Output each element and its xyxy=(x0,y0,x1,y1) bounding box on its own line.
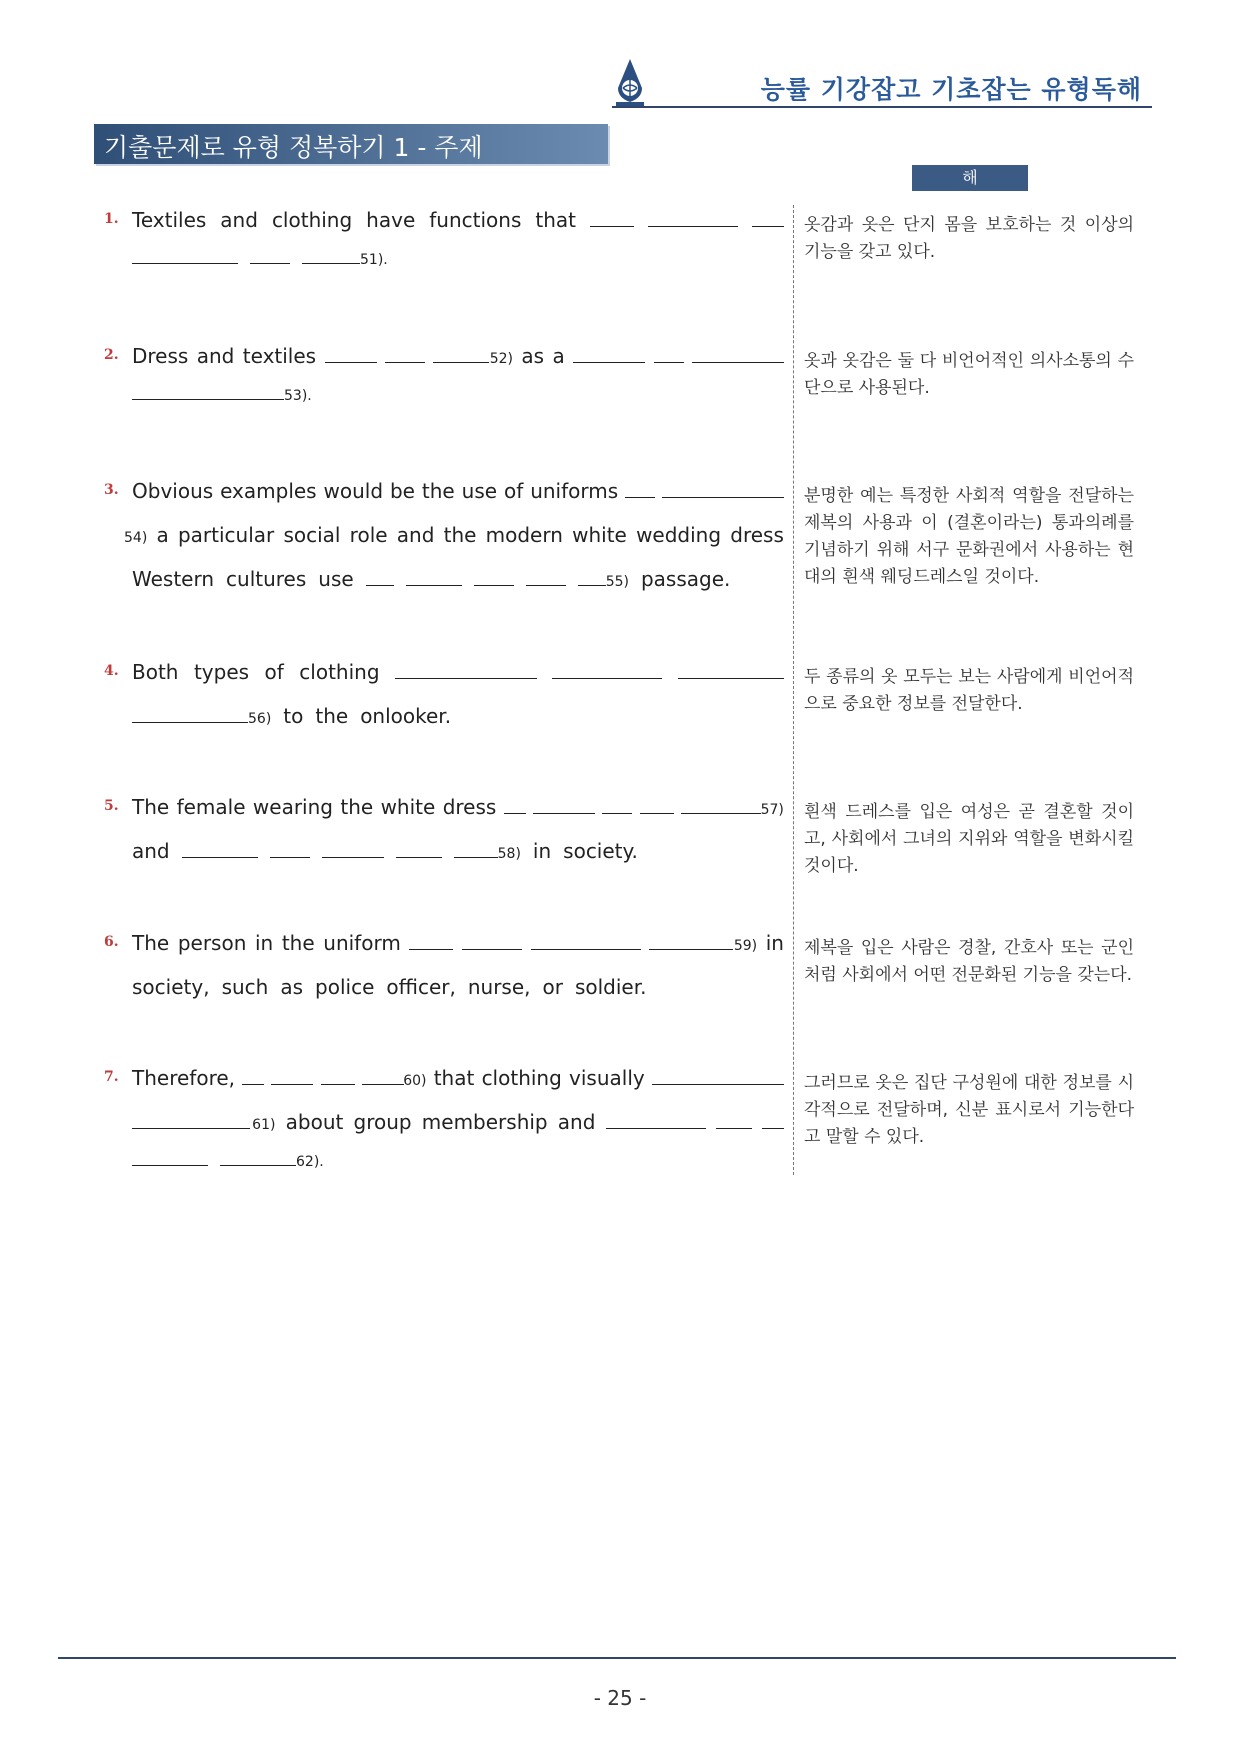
footnote-marker: 51). xyxy=(360,252,388,268)
word: the xyxy=(421,479,455,503)
page-number: - 25 - xyxy=(593,1686,647,1710)
answer-blank[interactable] xyxy=(271,1083,313,1085)
footnote-marker: 59) xyxy=(733,938,758,954)
fountain-pen-nib-icon xyxy=(612,58,648,108)
question-number: 5. xyxy=(104,798,119,814)
question-line xyxy=(132,931,784,975)
footnote-marker: 53). xyxy=(284,388,312,404)
word: wearing xyxy=(252,795,333,819)
translation-text: 두 종류의 옷 모두는 보는 사람에게 비언어적으로 중요한 정보를 전달한다. xyxy=(804,667,1134,714)
answer-blank[interactable] xyxy=(474,584,514,586)
word: dress xyxy=(730,523,784,547)
word: particular xyxy=(177,523,275,547)
answer-blank[interactable] xyxy=(396,856,442,858)
word: and xyxy=(557,1110,596,1134)
answer-blank[interactable] xyxy=(385,361,425,363)
answer-blank[interactable] xyxy=(462,948,522,950)
word: uniforms xyxy=(530,479,619,503)
answer-blank[interactable] xyxy=(649,948,733,950)
footnote-marker: 54) xyxy=(124,530,148,546)
word: dress xyxy=(442,795,497,819)
question-number: 7. xyxy=(104,1069,119,1085)
word: would xyxy=(323,479,384,503)
word: the xyxy=(443,523,477,547)
question-line xyxy=(132,388,784,432)
answer-blank[interactable] xyxy=(132,1127,250,1129)
word: functions xyxy=(429,208,522,232)
question-line xyxy=(132,1066,784,1110)
word: and xyxy=(396,523,435,547)
answer-blank[interactable] xyxy=(531,948,641,950)
answer-blank[interactable] xyxy=(362,1083,404,1085)
answer-blank[interactable] xyxy=(321,1083,355,1085)
word: and xyxy=(220,208,258,232)
answer-blank[interactable] xyxy=(526,584,566,586)
word: such xyxy=(221,975,269,999)
word: clothing xyxy=(481,1066,562,1090)
translation-text: 옷감과 옷은 단지 몸을 보호하는 것 이상의 기능을 갖고 있다. xyxy=(804,215,1134,262)
word: or xyxy=(542,975,563,999)
section-banner xyxy=(94,124,608,164)
answer-blank[interactable] xyxy=(504,812,526,814)
question-line xyxy=(132,344,784,388)
word: a xyxy=(552,344,565,368)
answer-blank[interactable] xyxy=(270,856,310,858)
answer-blank[interactable] xyxy=(648,225,738,227)
footnote-marker: 56) xyxy=(248,711,272,727)
question-line xyxy=(132,479,784,523)
word: membership xyxy=(421,1110,548,1134)
question-line xyxy=(132,704,784,748)
word: role xyxy=(349,523,388,547)
word: modern xyxy=(485,523,563,547)
answer-blank[interactable] xyxy=(250,262,290,264)
word: clothing xyxy=(299,660,380,684)
answer-blank[interactable] xyxy=(322,856,384,858)
word: passage. xyxy=(640,567,731,591)
word: nurse, xyxy=(467,975,531,999)
question-line xyxy=(132,975,784,1019)
footer-rule xyxy=(58,1657,1176,1659)
answer-blank[interactable] xyxy=(752,225,784,227)
answer-blank[interactable] xyxy=(302,262,360,264)
word: The xyxy=(132,931,170,955)
word: officer, xyxy=(386,975,456,999)
answer-blank[interactable] xyxy=(406,584,462,586)
word: society, xyxy=(132,975,210,999)
question-line xyxy=(132,839,784,883)
answer-blank[interactable] xyxy=(716,1127,752,1129)
word: be xyxy=(389,479,415,503)
word: police xyxy=(315,975,375,999)
answer-blank[interactable] xyxy=(132,398,284,400)
answer-blank[interactable] xyxy=(132,262,238,264)
answer-blank[interactable] xyxy=(662,496,784,498)
answer-blank[interactable] xyxy=(640,812,674,814)
word: that xyxy=(535,208,576,232)
word: about xyxy=(285,1110,344,1134)
question-line xyxy=(124,523,784,567)
question-line xyxy=(132,252,784,296)
question-line xyxy=(132,660,784,704)
section-title: 기출문제로 유형 정복하기 1 - 주제 xyxy=(104,133,483,162)
word: of xyxy=(503,479,524,503)
question-number: 2. xyxy=(104,347,119,363)
answer-blank[interactable] xyxy=(366,584,394,586)
answer-blank[interactable] xyxy=(606,1127,706,1129)
translation-label: 해 석 xyxy=(912,165,1028,191)
column-divider xyxy=(793,205,794,1175)
word: in xyxy=(765,931,784,955)
word: Western xyxy=(132,567,215,591)
answer-blank[interactable] xyxy=(325,361,377,363)
answer-blank[interactable] xyxy=(395,677,537,679)
answer-blank[interactable] xyxy=(220,1164,296,1166)
word: the xyxy=(340,795,374,819)
translation-text: 제복을 입은 사람은 경찰, 간호사 또는 군인처럼 사회에서 어떤 전문화된 기능을 갖는다. xyxy=(804,938,1134,985)
word: in xyxy=(254,931,274,955)
word: Both xyxy=(132,660,179,684)
word: uniform xyxy=(323,931,401,955)
word: person xyxy=(177,931,247,955)
word: that xyxy=(433,1066,475,1090)
answer-blank[interactable] xyxy=(409,948,453,950)
word: in xyxy=(532,839,552,863)
word: Obvious xyxy=(132,479,214,503)
question-line xyxy=(132,1154,784,1198)
word: of xyxy=(264,660,284,684)
translation-text: 옷과 옷감은 둘 다 비언어적인 의사소통의 수단으로 사용된다. xyxy=(804,351,1134,398)
footnote-marker: 52) xyxy=(489,351,513,367)
word: white xyxy=(380,795,436,819)
answer-blank[interactable] xyxy=(132,721,248,723)
question-number: 1. xyxy=(104,211,119,227)
footnote-marker: 62). xyxy=(296,1154,324,1170)
word: the xyxy=(315,704,349,728)
question-line xyxy=(132,795,784,839)
word: white xyxy=(572,523,627,547)
word: Therefore, xyxy=(132,1066,236,1090)
word: as xyxy=(521,344,545,368)
question-number: 3. xyxy=(104,482,119,498)
answer-blank[interactable] xyxy=(602,812,632,814)
word: The xyxy=(132,795,170,819)
page-header xyxy=(612,58,1152,112)
word: and xyxy=(132,839,170,863)
answer-blank[interactable] xyxy=(590,225,634,227)
answer-blank[interactable] xyxy=(552,677,662,679)
translation-text: 그러므로 옷은 집단 구성원에 대한 정보를 시각적으로 전달하며, 신분 표시로서 기능한다고 말할 수 있다. xyxy=(804,1073,1134,1147)
answer-blank[interactable] xyxy=(433,361,489,363)
footnote-marker: 55) xyxy=(605,574,629,590)
word: group xyxy=(353,1110,412,1134)
word: visually xyxy=(569,1066,645,1090)
word: soldier. xyxy=(574,975,647,999)
answer-blank[interactable] xyxy=(625,496,655,498)
translation-text: 흰색 드레스를 입은 여성은 곧 결혼할 것이고, 사회에서 그녀의 지위와 역할을 변화시킬 것이다. xyxy=(804,802,1134,876)
word: to xyxy=(283,704,304,728)
word: textiles xyxy=(242,344,317,368)
answer-blank[interactable] xyxy=(573,361,645,363)
word: the xyxy=(281,931,315,955)
word: Textiles xyxy=(132,208,207,232)
word: clothing xyxy=(271,208,353,232)
word: Dress xyxy=(132,344,189,368)
footnote-marker: 60) xyxy=(403,1073,427,1089)
word: a xyxy=(156,523,169,547)
answer-blank[interactable] xyxy=(182,856,258,858)
answer-blank[interactable] xyxy=(652,1083,784,1085)
answer-blank[interactable] xyxy=(242,1083,264,1085)
word: have xyxy=(366,208,416,232)
answer-blank[interactable] xyxy=(132,1164,208,1166)
word: wedding xyxy=(636,523,722,547)
answer-blank[interactable] xyxy=(762,1127,784,1129)
answer-blank[interactable] xyxy=(692,361,784,363)
answer-blank[interactable] xyxy=(678,677,784,679)
answer-blank[interactable] xyxy=(681,812,761,814)
word: society. xyxy=(563,839,638,863)
footnote-marker: 61) xyxy=(252,1117,276,1133)
word: use xyxy=(318,567,354,591)
book-title: 능률 기강잡고 기초잡는 유형독해 xyxy=(760,75,1142,104)
word: as xyxy=(280,975,304,999)
word: and xyxy=(196,344,235,368)
word: social xyxy=(283,523,341,547)
question-line xyxy=(132,208,784,252)
word: use xyxy=(461,479,498,503)
footnote-marker: 57) xyxy=(760,802,784,818)
translation-text: 분명한 예는 특정한 사회적 역할을 전달하는 제복의 사용과 이 (결혼이라는) 통과의례를 기념하기 위해 서구 문화권에서 사용하는 현대의 흰색 웨딩드레스일 것이다. xyxy=(804,486,1134,587)
answer-blank[interactable] xyxy=(578,584,606,586)
word: female xyxy=(176,795,246,819)
word: types xyxy=(193,660,250,684)
question-number: 6. xyxy=(104,934,119,950)
footnote-marker: 58) xyxy=(497,846,521,862)
answer-blank[interactable] xyxy=(533,812,595,814)
answer-blank[interactable] xyxy=(454,856,498,858)
question-line xyxy=(132,1110,784,1154)
word: examples xyxy=(220,479,317,503)
question-line xyxy=(132,567,784,611)
question-number: 4. xyxy=(104,663,119,679)
word: onlooker. xyxy=(360,704,452,728)
answer-blank[interactable] xyxy=(654,361,684,363)
word: cultures xyxy=(226,567,307,591)
